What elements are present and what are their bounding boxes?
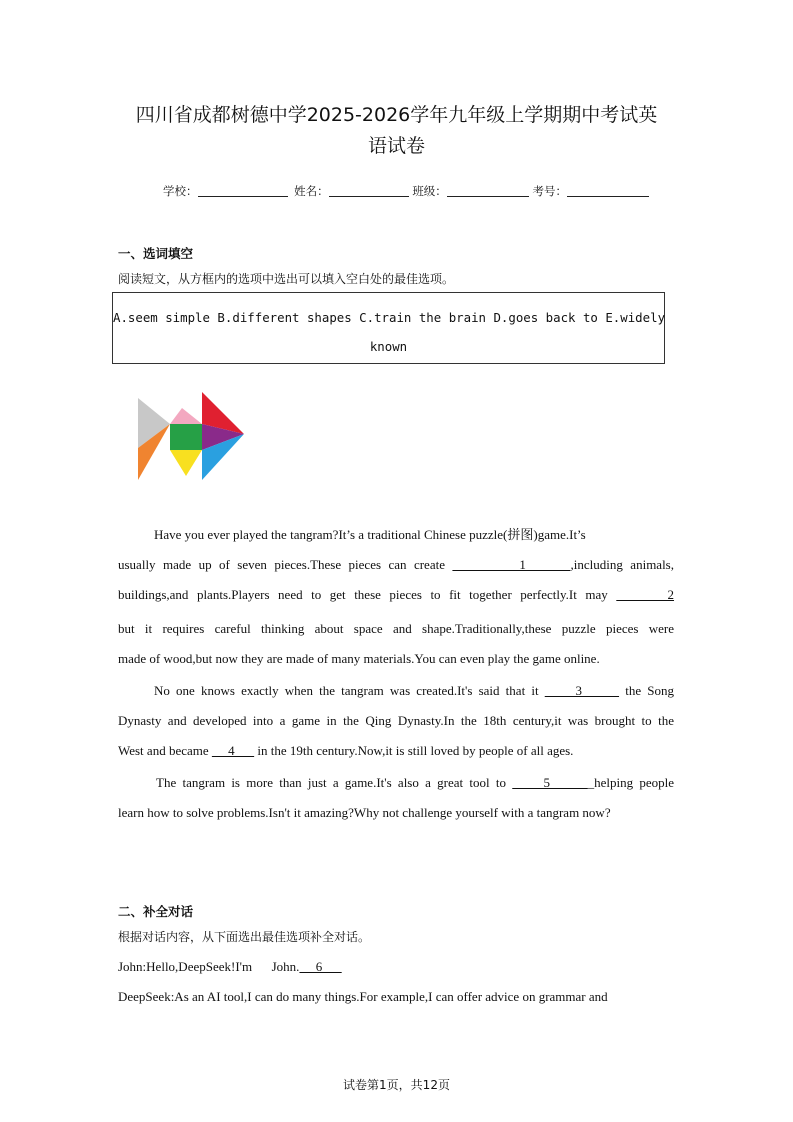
blank-4[interactable]: 4 bbox=[211, 743, 255, 758]
exam-no-label: 考号： bbox=[532, 184, 567, 198]
section2-instruction: 根据对话内容，从下面选出最佳选项补全对话。 bbox=[118, 930, 371, 944]
blank-3[interactable]: 3 bbox=[544, 683, 620, 698]
options-line-1: A.seem simple B.different shapes C.train the brain D.goes back to E.widely bbox=[113, 310, 666, 325]
blank-5[interactable]: 5 bbox=[512, 775, 588, 790]
exam-no-field[interactable] bbox=[567, 184, 649, 197]
page-footer: 试卷第1页，共12页 bbox=[343, 1078, 450, 1092]
p1-line-2: usually made up of seven pieces.These pieces can create 1 ,including animals, bbox=[118, 557, 674, 572]
blank-1[interactable]: 1 bbox=[452, 557, 571, 572]
p1-line-4: but it requires careful thinking about space and shape.Traditionally,these puzzle pieces were bbox=[118, 621, 674, 636]
paragraph-1 bbox=[118, 520, 674, 674]
p3-line-1: The tangram is more than just a game.It's also a great tool to 5 _helping people bbox=[156, 775, 674, 790]
paragraph-3 bbox=[118, 768, 674, 828]
tangram-fish-icon bbox=[136, 390, 248, 488]
p1-line-1: Have you ever played the tangram?It’s a traditional Chinese puzzle(拼图)game.It’s bbox=[154, 527, 586, 542]
paragraph-2 bbox=[118, 676, 674, 766]
page-title bbox=[100, 100, 693, 162]
options-line-2: known bbox=[369, 339, 408, 354]
dialogue-line-1: John:Hello,DeepSeek!I'm John. 6 bbox=[118, 959, 342, 974]
name-label: 姓名： bbox=[294, 184, 329, 198]
section2-heading: 二、补全对话 bbox=[118, 904, 194, 919]
p2-line-2: Dynasty and developed into a game in the Qing Dynasty.In the 18th century,it was brought to the bbox=[118, 713, 674, 728]
school-field[interactable] bbox=[198, 184, 288, 197]
section1-instruction: 阅读短文，从方框内的选项中选出可以填入空白处的最佳选项。 bbox=[118, 272, 455, 286]
class-field[interactable] bbox=[447, 184, 529, 197]
name-field[interactable] bbox=[329, 184, 409, 197]
blank-2[interactable]: 2 bbox=[616, 587, 675, 602]
p1-line-5: made of wood,but now they are made of many materials.You can even play the game online. bbox=[118, 651, 600, 666]
student-info-row bbox=[163, 183, 663, 199]
dialogue-line-2: DeepSeek:As an AI tool,I can do many things.For example,I can offer advice on grammar and bbox=[118, 989, 608, 1004]
p2-line-1: No one knows exactly when the tangram was created.It's said that it 3 the Song bbox=[154, 683, 674, 698]
options-box bbox=[112, 292, 665, 364]
school-label: 学校： bbox=[163, 184, 198, 198]
p2-line-3: West and became 4 in the 19th century.Now,it is still loved by people of all ages. bbox=[118, 743, 574, 758]
p1-line-3: buildings,and plants.Players need to get these pieces to fit together perfectly.It may 2 bbox=[118, 587, 675, 602]
blank-6[interactable]: 6 bbox=[299, 959, 342, 974]
class-label: 班级： bbox=[412, 184, 447, 198]
section1-heading: 一、选词填空 bbox=[118, 246, 194, 261]
p3-line-2: learn how to solve problems.Isn't it amazing?Why not challenge yourself with a tangram now? bbox=[118, 805, 611, 820]
title-line-2: 语试卷 bbox=[367, 135, 425, 157]
dialogue bbox=[118, 952, 674, 1012]
title-line-1: 四川省成都树德中学2025-2026学年九年级上学期期中考试英 bbox=[135, 104, 658, 126]
